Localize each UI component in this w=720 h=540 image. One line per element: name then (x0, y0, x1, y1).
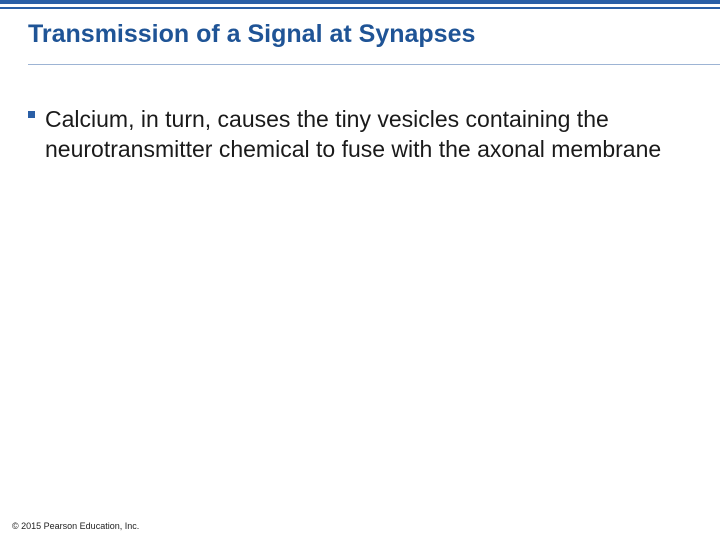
bullet-item (28, 104, 708, 164)
title-divider (28, 64, 720, 65)
bullet-text: Calcium, in turn, causes the tiny vesicles containing the neurotransmitter chemical to fuse with the axonal membrane (45, 106, 662, 162)
top-stripe (0, 0, 720, 4)
top-thin-stripe (0, 7, 720, 9)
copyright-footer: © 2015 Pearson Education, Inc. (12, 521, 140, 531)
slide-title: Transmission of a Signal at Synapses (28, 20, 476, 48)
square-bullet-icon (28, 111, 35, 118)
